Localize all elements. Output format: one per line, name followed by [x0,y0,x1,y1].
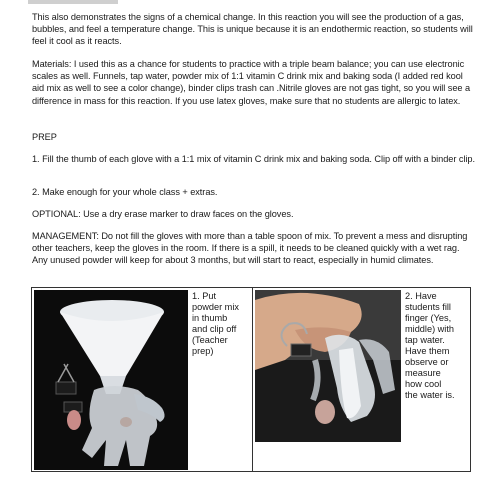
prep-step-1: 1. Fill the thumb of each glove with a 1:1 mix of vitamin C drink mix and baking soda. Clip off with a binder clip. [32,154,475,164]
prep-heading: PREP [32,132,57,142]
funnel-glove-photo [34,290,188,470]
optional-label: OPTIONAL [32,209,79,219]
photo-1-caption: 1. Put powder mix in thumb and clip off (Teacher prep) [192,291,239,356]
photo-table [31,287,471,472]
water-finger-photo [255,290,401,442]
management-text: : Do not fill the gloves with more than a table spoon of mix. To prevent a mess and disrupting other teachers, keep the gloves in the room. If there is a spill, it needs to be cleaned quickly with a wet rag. Any unused powder will keep for about 3 months, but will start to react, especially in humid climates. [32,231,468,266]
intro-paragraph: This also demonstrates the signs of a chemical change. In this reaction you will see the production of a gas, bubbles, and feel a temperature change. This is unique because it is an endothermic reaction, so students will feel it cool as it reacts. [32,12,473,47]
materials-label: Materials [32,59,69,69]
prep-step-2: 2. Make enough for your whole class + extras. [32,187,218,197]
photo-cell-1 [32,288,253,472]
materials-paragraph [32,58,476,107]
materials-text: : I used this as a chance for students to practice with a triple beam balance; you can use electronic scales as well. Funnels, tap water, powder mix of 1:1 vitamin C drink mix and baking soda (I added red kool aid mix as well to see a color change), binder clips trash can .Nitrile gloves are not gas tight, so you will see a difference in mass for this reaction. If you use latex gloves, make sure that no students are allergic to latex. [32,59,471,106]
photo-2-caption: 2. Have students fill finger (Yes, middle) with tap water. Have them observe or measure how cool the water is. [405,291,455,400]
optional-text: : Use a dry erase marker to draw faces on the gloves. [78,209,294,219]
optional-paragraph [32,208,476,220]
cropped-heading-remnant [28,0,118,4]
management-paragraph [32,230,476,267]
photo-cell-2 [253,288,471,472]
management-label: MANAGEMENT [32,231,97,241]
